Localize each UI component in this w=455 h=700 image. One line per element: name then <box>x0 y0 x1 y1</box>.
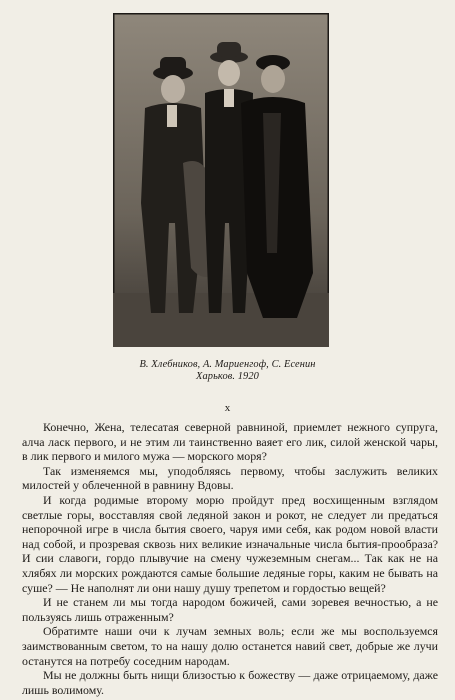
paragraph: И когда родимые второму морю пройдут пред восхищенным взглядом светлые горы, восставляя свой ледяной закон и рокот, не следует ли предаться непорочной игре в числа бытия своего, чаруя ими себя, как родом новой власти над собой, и прозревая сквозь них великие изначальные числа бытия-прообраза? И сии славоги, гордо плывучие на смену чужеземным снегам... Так как не на хлябях ли морских рождаются самые большие ледяные горы, каким не бывать на суше? — Не наполнят ли они нашу душу трепетом и гордостью вещей? <box>22 492 438 595</box>
paragraph: Обратимте наши очи к лучам земных воль; если же мы воспользуемся заимствованным светом, то на нашу долю останется навий свет, добрые же лучи останутся на потребу соседним народам. <box>22 624 438 668</box>
caption-place-year: Харьков. 1920 <box>196 371 259 382</box>
caption-names: В. Хлебников, А. Мариенгоф, С. Есенин <box>139 359 316 370</box>
section-number: x <box>224 402 231 414</box>
paragraph: Конечно, Жена, телесатая северной равниной, приемлет нежного супруга, алча ласк первого, и не этим ли таинственно ваяет его лик, силой женской чары, в лик первого и милого мужа — морского моря? <box>22 420 438 464</box>
paragraph: И не станем ли мы тогда народом божичей, сами зоревея вечностью, а не пользуясь лишь отраженным? <box>22 595 438 624</box>
portrait-photo <box>113 13 329 347</box>
body-text <box>22 420 438 697</box>
paragraph: Так изменяемся мы, уподобляясь первому, чтобы заслужить великих милостей у облеченной в равнину Вдовы. <box>22 463 438 493</box>
portrait-photo-icon <box>113 13 329 347</box>
photo-caption <box>0 359 455 383</box>
paragraph: Мы не должны быть нищи близостью к божеству — даже отрицаемому, даже лишь волимому. <box>22 668 438 697</box>
